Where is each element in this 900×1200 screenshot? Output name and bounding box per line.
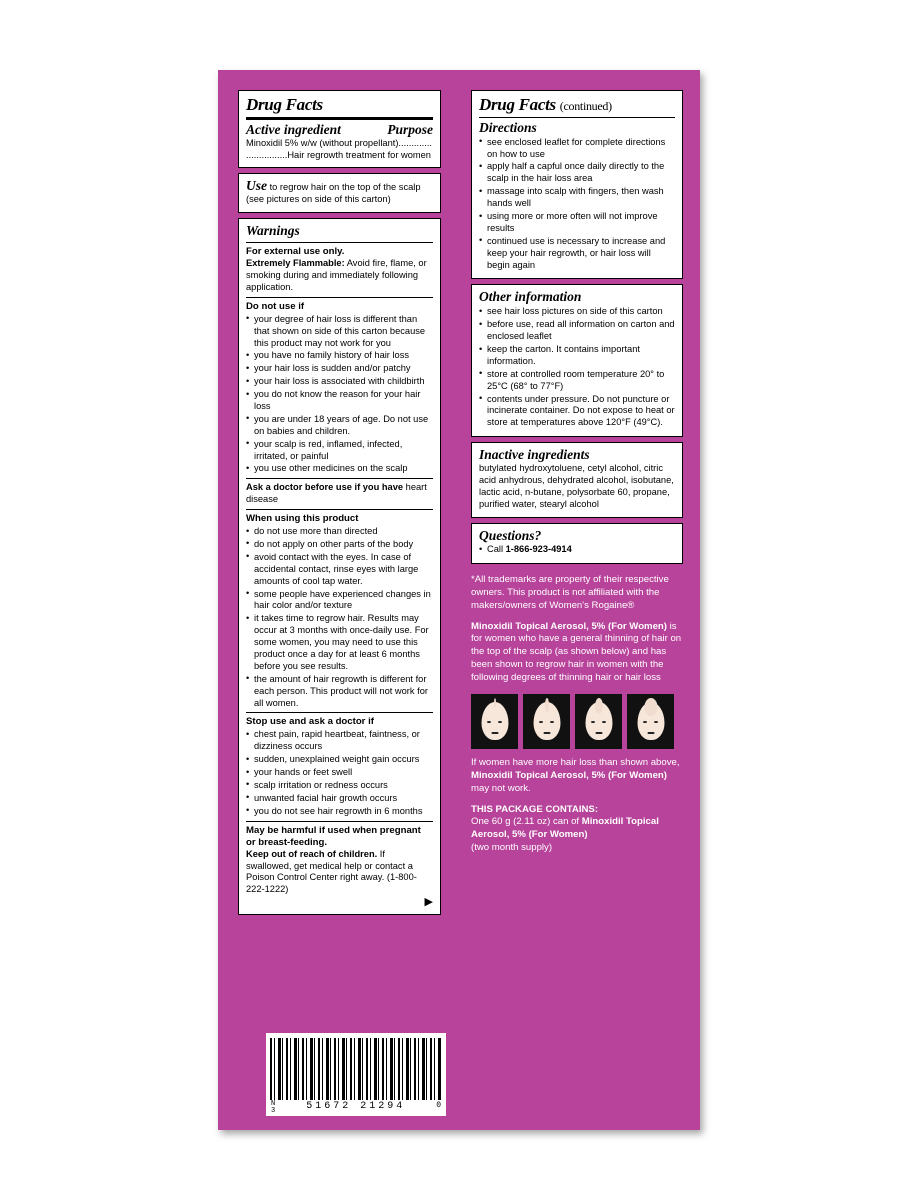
list-item: • store at controlled room temperature 20° to 25°C (68° to 77°F) xyxy=(479,369,675,393)
list-item: • it takes time to regrow hair. Results may occur at 3 months with once-daily use. For some women, you may need to use this product once a day for at least 6 months before you see results. xyxy=(246,613,433,672)
list-item: • avoid contact with the eyes. In case of accidental contact, rinse eyes with large amounts of cool tap water. xyxy=(246,552,433,588)
more-hair-loss-note xyxy=(471,757,683,795)
inactive-ingredients-heading: Inactive ingredients xyxy=(479,447,590,463)
list-item: • massage into scalp with fingers, then wash hands well xyxy=(479,186,675,210)
warnings-heading: Warnings xyxy=(246,223,300,239)
drug-facts-left-column xyxy=(238,90,441,920)
package-contains-product: Minoxidil Topical Aerosol, 5% (For Women) xyxy=(471,816,659,841)
list-item: • your hands or feet swell xyxy=(246,767,433,779)
continued-label: (continued) xyxy=(559,99,612,113)
drug-facts-panel xyxy=(238,90,441,168)
list-item: • you do not see hair regrowth in 6 months xyxy=(246,806,433,818)
product-description xyxy=(471,621,683,685)
flammable-label: Extremely Flammable: xyxy=(246,258,345,269)
hair-loss-figure-icon xyxy=(523,694,570,749)
list-item: • do not apply on other parts of the body xyxy=(246,539,433,551)
barcode-digits: 51672 21294 xyxy=(306,1101,406,1113)
divider xyxy=(246,297,433,298)
when-using-list xyxy=(246,526,433,709)
inactive-ingredients-panel xyxy=(471,442,683,517)
do-not-use-list xyxy=(246,314,433,476)
list-item: • some people have experienced changes in hair color and/or texture xyxy=(246,589,433,613)
divider xyxy=(246,117,433,120)
list-item xyxy=(479,544,675,556)
list-item: • chest pain, rapid heartbeat, faintness, or dizziness occurs xyxy=(246,729,433,753)
questions-heading: Questions? xyxy=(479,527,542,543)
trademark-note: *All trademarks are property of their respective owners. This product is not affiliated with the makers/owners of Women's Rogaine® xyxy=(471,574,669,611)
divider xyxy=(246,478,433,479)
drug-facts-right-column xyxy=(471,90,683,855)
product-description-bold: Minoxidil Topical Aerosol, 5% (For Women) xyxy=(471,620,667,632)
list-item: • scalp irritation or redness occurs xyxy=(246,780,433,792)
directions-heading: Directions xyxy=(479,119,537,135)
list-item: • keep the carton. It contains important information. xyxy=(479,344,675,368)
use-note: (see pictures on side of this carton) xyxy=(246,194,391,205)
barcode-bars xyxy=(270,1038,442,1100)
list-item: • unwanted facial hair growth occurs xyxy=(246,793,433,805)
hair-loss-figure-icon xyxy=(575,694,622,749)
other-information-heading: Other information xyxy=(479,289,582,305)
barcode-right-digit: 0 xyxy=(436,1101,441,1111)
list-item: • you have no family history of hair loss xyxy=(246,350,433,362)
package-contains-supply: (two month supply) xyxy=(471,841,553,853)
other-information-list xyxy=(479,306,675,429)
use-heading: Use xyxy=(246,178,267,194)
stop-use-heading: Stop use and ask a doctor if xyxy=(246,716,374,728)
hair-loss-figure-icon xyxy=(627,694,674,749)
purpose-heading: Purpose xyxy=(387,121,433,137)
product-description-rest: is for women who have a general thinning of hair on the top of the scalp (as shown below) and has been shown to regrow hair in women with the following degrees of thinning hair or hair loss xyxy=(471,620,682,683)
more-hair-loss-lead: If women have more hair loss than shown above, xyxy=(471,757,680,769)
drug-facts-title: Drug Facts xyxy=(246,95,323,114)
product-carton xyxy=(218,70,700,1130)
divider xyxy=(246,821,433,822)
list-item: • you do not know the reason for your hair loss xyxy=(246,389,433,413)
divider xyxy=(246,712,433,713)
list-item: • using more or more often will not improve results xyxy=(479,211,675,235)
list-item: • you use other medicines on the scalp xyxy=(246,463,433,475)
ask-doctor-heading: Ask a doctor before use if you have xyxy=(246,482,404,493)
directions-list xyxy=(479,137,675,272)
list-item: • see enclosed leaflet for complete directions on how to use xyxy=(479,137,675,161)
more-hair-loss-rest: may not work. xyxy=(471,782,531,794)
list-item: • see hair loss pictures on side of this carton xyxy=(479,306,675,318)
questions-list xyxy=(479,544,675,556)
phone-number[interactable]: 1-866-923-4914 xyxy=(505,544,572,555)
list-item: • the amount of hair regrowth is different for each person. This product will not work for all women. xyxy=(246,674,433,710)
divider xyxy=(479,117,675,118)
keep-out-of-reach-heading: Keep out of reach of children. xyxy=(246,848,378,859)
other-information-panel xyxy=(471,284,683,437)
list-item: • sudden, unexplained weight gain occurs xyxy=(246,754,433,766)
keep-out-of-reach-text: If swallowed, get medical help or contact a Poison Control Center right away. (1-800-222-1222) xyxy=(246,848,417,895)
more-hair-loss-bold: Minoxidil Topical Aerosol, 5% (For Women) xyxy=(471,770,667,782)
list-item: • your hair loss is associated with childbirth xyxy=(246,376,433,388)
list-item: • before use, read all information on carton and enclosed leaflet xyxy=(479,319,675,343)
barcode xyxy=(266,1033,446,1116)
divider xyxy=(246,509,433,510)
list-item: • apply half a capful once daily directly to the scalp in the hair loss area xyxy=(479,161,675,185)
pregnancy-warning: May be harmful if used when pregnant or breast-feeding. xyxy=(246,824,421,848)
hair-loss-figure-icon xyxy=(471,694,518,749)
drug-facts-continued-title: Drug Facts (continued) xyxy=(479,95,612,114)
package-contains-heading: THIS PACKAGE CONTAINS: xyxy=(471,803,599,815)
flammable-text: Avoid fire, flame, or smoking during and immediately following application. xyxy=(246,258,427,292)
list-item: • contents under pressure. Do not puncture or incinerate container. Do not expose to heat or store at temperatures above 120°F (49°C). xyxy=(479,394,675,430)
external-use-text: For external use only. xyxy=(246,246,345,258)
do-not-use-heading: Do not use if xyxy=(246,300,305,312)
call-label: Call xyxy=(487,544,506,555)
list-item: • do not use more than directed xyxy=(246,526,433,538)
list-item: • continued use is necessary to increase and keep your hair regrowth, or hair loss will begin again xyxy=(479,236,675,272)
ask-doctor-text: heart disease xyxy=(246,482,427,505)
active-ingredient-heading: Active ingredient xyxy=(246,121,341,137)
directions-panel xyxy=(471,90,683,279)
stop-use-list xyxy=(246,729,433,817)
active-ingredient-purpose: ................Hair regrowth treatment for women xyxy=(246,149,431,160)
use-text: to regrow hair on the top of the scalp xyxy=(269,182,421,193)
inactive-ingredients-text: butylated hydroxytoluene, cetyl alcohol, citric acid anhydrous, dehydrated alcohol, isobutane, lactic acid, n-butane, polysorbate 60, propane, purified water, stearyl alcohol xyxy=(479,463,674,509)
list-item: • your scalp is red, inflamed, infected, irritated, or painful xyxy=(246,439,433,463)
package-contains xyxy=(471,804,683,855)
list-item: • you are under 18 years of age. Do not use on babies and children. xyxy=(246,414,433,438)
active-ingredient-value: Minoxidil 5% w/w (without propellant)............. xyxy=(246,137,433,148)
list-item: • your hair loss is sudden and/or patchy xyxy=(246,363,433,375)
hair-loss-illustrations xyxy=(471,694,683,749)
barcode-left-prefix: N 3 xyxy=(271,1100,276,1115)
continued-arrow-icon: ▶ xyxy=(424,896,433,909)
use-panel xyxy=(238,173,441,213)
list-item: • your degree of hair loss is different than that shown on side of this carton because this product may not work for you xyxy=(246,314,433,350)
divider xyxy=(246,242,433,243)
package-contains-prefix: One 60 g (2.11 oz) can of xyxy=(471,816,582,828)
barcode-numbers xyxy=(270,1100,442,1114)
questions-panel xyxy=(471,523,683,565)
when-using-heading: When using this product xyxy=(246,513,359,525)
warnings-panel xyxy=(238,218,441,915)
